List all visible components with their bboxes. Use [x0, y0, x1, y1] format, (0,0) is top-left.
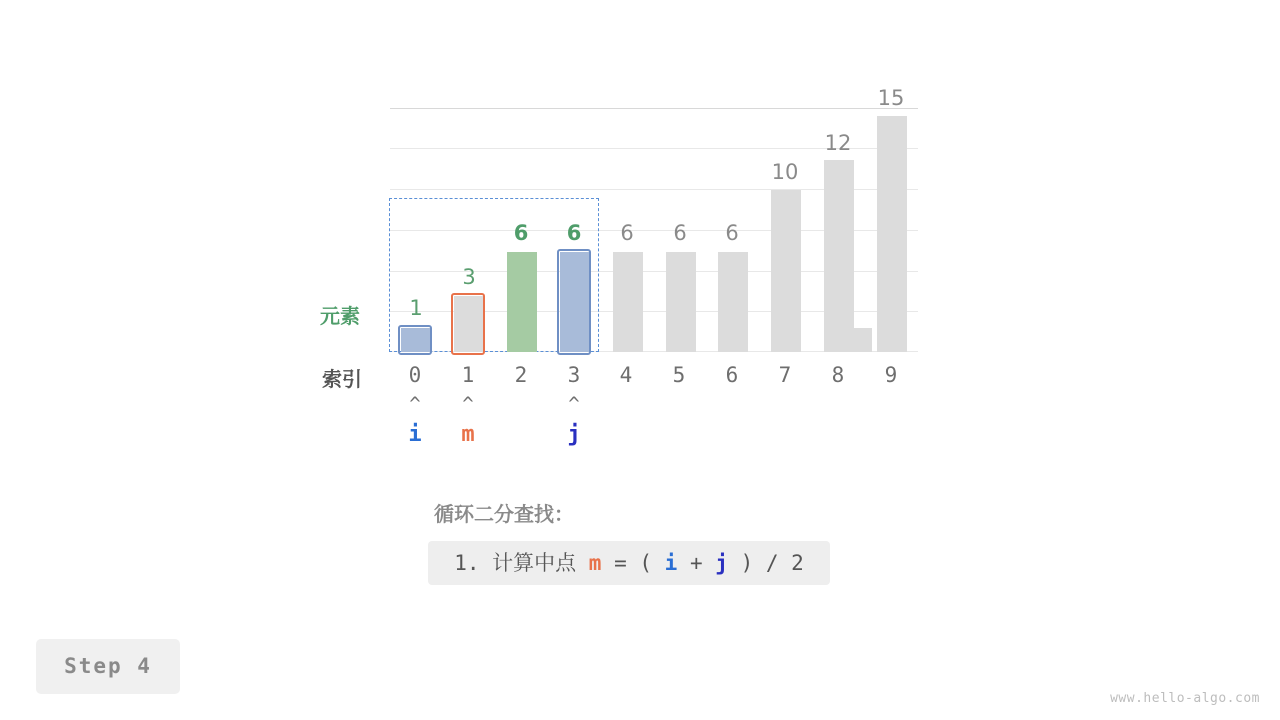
code-prefix: 1. 计算中点 [454, 551, 589, 575]
bar-index-9 [877, 116, 907, 352]
bar-index-8 [824, 160, 854, 352]
pointer-caret-m: ^ [462, 393, 474, 415]
step-badge: Step 4 [36, 639, 180, 694]
pointer-j-outline [557, 249, 591, 355]
bar-value-9: 15 [877, 86, 905, 110]
bar-value-6: 6 [725, 221, 739, 245]
code-suffix: ) / 2 [727, 551, 804, 575]
bar-value-8: 12 [824, 131, 852, 155]
code-var-i: i [664, 551, 678, 575]
bar-value-4: 6 [620, 221, 634, 245]
bar-index-2 [507, 252, 537, 352]
bar-value-1: 3 [462, 265, 476, 289]
pointer-caret-i: ^ [409, 393, 421, 415]
bar-index-6 [718, 252, 748, 352]
index-tick-0: 0 [408, 363, 422, 387]
pointer-caret-j: ^ [568, 393, 580, 415]
code-var-j: j [715, 551, 728, 575]
code-var-m: m [588, 551, 602, 575]
watermark: www.hello-algo.com [1110, 691, 1260, 706]
index-tick-6: 6 [725, 363, 739, 387]
index-tick-1: 1 [461, 363, 475, 387]
bar-value-2: 6 [513, 221, 529, 245]
bar-value-3: 6 [566, 221, 582, 245]
code-line [428, 541, 830, 585]
bar-value-0: 1 [409, 296, 423, 320]
pointer-i-outline [398, 325, 432, 355]
index-tick-5: 5 [672, 363, 686, 387]
code-eq: = ( [601, 551, 665, 575]
axis-label-elements: 元素 [320, 304, 360, 328]
index-tick-4: 4 [619, 363, 633, 387]
bar-value-7: 10 [771, 160, 799, 184]
bar-value-5: 6 [673, 221, 687, 245]
bar-index-4 [613, 252, 643, 352]
index-tick-2: 2 [514, 363, 528, 387]
bar-index-7 [771, 190, 801, 352]
axis-label-index: 索引 [322, 367, 362, 391]
index-tick-7: 7 [778, 363, 792, 387]
index-tick-3: 3 [567, 363, 581, 387]
index-tick-8: 8 [831, 363, 845, 387]
pointer-label-i: i [408, 422, 422, 447]
caption-title: 循环二分查找： [434, 502, 574, 526]
index-tick-9: 9 [884, 363, 898, 387]
bar-index-5 [666, 252, 696, 352]
code-plus: + [677, 551, 716, 575]
pointer-label-j: j [567, 422, 581, 447]
pointer-label-m: m [461, 422, 475, 447]
pointer-m-outline [451, 293, 485, 355]
